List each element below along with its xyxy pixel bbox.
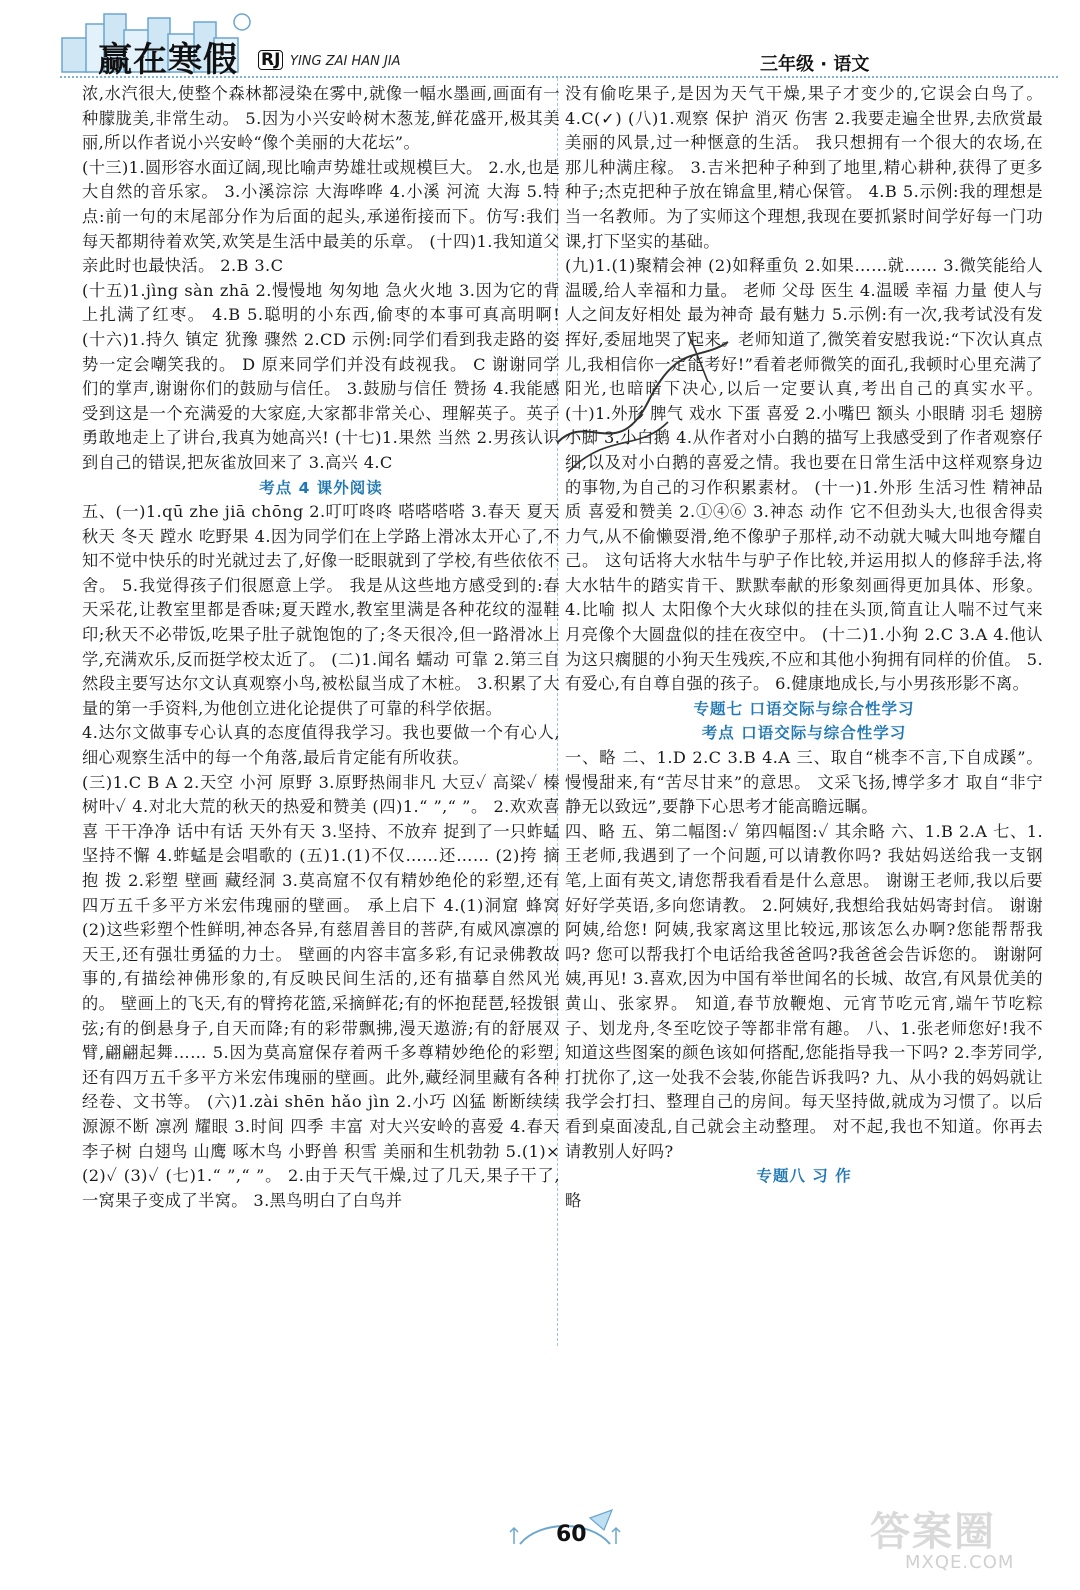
answer-paragraph: (三)1.C B A 2.天空 小河 原野 3.原野热闹非凡 大豆✓ 高粱✓ 榛树叶✓ 4.对北大荒的秋天的热爱和赞美 (四)1.“ ”,“ ”。 2.欢欢喜喜 干干净净 话中有话 天外有天 3.坚持、不放弃 捉到了一只蚱蜢 坚持不懈 4.蚱蜢是会唱歌的 (五)1.(1)不仅……还…… (2)挎 摘 抱 拨 2.彩塑 壁画 藏经洞 3.莫高窟不仅有精妙绝伦的彩塑,还有四万五千多平方米宏伟瑰丽的壁画。 承上启下 4.(1)洞窟 蜂窝 (2)这些彩塑个性鲜明,神态各异,有慈眉善目的菩萨,有威风凛凛的天王,还有强壮勇猛的力士。 壁画的内容丰富多彩,有记录佛教故事的,有描绘神佛形象的,有反映民间生活的,还有描摹自然风光的。 壁画上的飞天,有的臂挎花篮,采摘鲜花;有的怀抱琵琶,轻拨银弦;有的倒悬身子,自天而降;有的彩带飘拂,漫天遨游;有的舒展双臂,翩翩起舞…… 5.因为莫高窟保存着两千多尊精妙绝伦的彩塑,还有四万五千多平方米宏伟瑰丽的壁画。此外,藏经洞里藏有各种经卷、文书等。 (六)1.zài shēn hǎo jìn 2.小巧 凶猛 断断续续 源源不断 凛冽 耀眼 3.时间 四季 丰富 对大兴安岭的喜爱 4.春天 李子树 白翅鸟 山鹰 啄木鸟 小野兽 积雪 美丽和生机勃勃 5.(1)× (2)✓ (3)✓ (七)1.“ ”,“ ”。 2.由于天气干燥,过了几天,果子干了,一窝果子变成了半窝。 3.黑鸟明白了白鸟并: [82, 772, 560, 1210]
answer-paragraph: 略: [565, 1190, 582, 1210]
brand-pinyin: YING ZAI HAN JIA: [290, 54, 401, 69]
answer-paragraph: 一、略 二、1.D 2.C 3.B 4.A 三、取自“桃李不言,下自成蹊”。 慢慢甜来,有“苦尽甘来”的意思。 文采飞扬,博学多才 取自“非宁静无以致远”,要静下心思考才能高瞻远瞩。: [565, 748, 1043, 817]
edition-badge: RJ: [258, 50, 283, 70]
section-heading: 专题八 习 作: [756, 1167, 852, 1186]
section-heading: 考点 4 课外阅读: [259, 478, 383, 497]
page-number: 60: [556, 1522, 587, 1547]
page-header: [0, 0, 1080, 80]
answer-paragraph: (十三)1.圆形容水面辽阔,现比喻声势雄壮或规模巨大。 2.水,也是大自然的音乐家。 3.小溪淙淙 大海哗哗 4.小溪 河流 大海 5.特点:前一句的末尾部分作为后面的起头,承递衔接而下。仿写:我们每天都期待着欢笑,欢笑是生活中最美的乐章。 (十四)1.我知道父亲此时也最快活。 2.B 3.C: [82, 157, 560, 276]
grade-subject: 三年级 · 语文: [760, 54, 870, 75]
answer-paragraph: 四、略 五、第二幅图:✓ 第四幅图:✓ 其余略 六、1.B 2.A 七、1.王老师,我遇到了一个问题,可以请教你吗? 我姑妈送给我一支钢笔,上面有英文,请您帮我看看是什么意思。 谢谢王老师,我以后要好好学英语,多向您请教。 2.阿姨好,我想给我姑妈寄封信。 谢谢阿姨,给您! 阿姨,我家离这里比较远,那该怎么办啊?您能帮帮我吗? 您可以帮我打个电话给我爸爸吗?我爸爸会告诉您的。 谢谢阿姨,再见! 3.喜欢,因为中国有举世闻名的长城、故宫,有风景优美的黄山、张家界。 知道,春节放鞭炮、元宵节吃元宵,端午节吃粽子、划龙舟,冬至吃饺子等都非常有趣。 八、1.张老师您好!我不知道这些图案的颜色该如何搭配,您能指导我一下吗? 2.李芳同学,打扰你了,这一处我不会装,你能告诉我吗? 九、从小我的妈妈就让我学会打扫、整理自己的房间。每天坚持做,就成为习惯了。以后看到桌面凌乱,自己就会主动整理。 对不起,我也不知道。你再去请教别人好吗?: [565, 821, 1043, 1161]
section-subheading: 考点 口语交际与综合性学习: [701, 724, 907, 743]
header-divider: [60, 76, 1058, 78]
answer-paragraph: 没有偷吃果子,是因为天气干燥,果子才变少的,它误会白鸟了。 4.C(✓) (八)1.观察 保护 消灭 伤害 2.我要走遍全世界,去欣赏最美丽的风景,过一种惬意的生活。 我只想拥有一个很大的农场,在那儿种满庄稼。 3.吉米把种子种到了地里,精心耕种,获得了更多种子;杰克把种子放在锦盒里,精心保管。 4.B 5.示例:我的理想是当一名教师。为了实师这个理想,我现在要抓紧时间学好每一门功课,打下坚实的基础。: [565, 84, 1043, 251]
section-heading: 专题七 口语交际与综合性学习: [693, 699, 915, 718]
answer-column-left: [82, 82, 560, 1213]
watermark-url: MXQE.COM: [905, 1552, 1015, 1573]
answer-paragraph: (九)1.(1)聚精会神 (2)如释重负 2.如果……就…… 3.微笑能给人温暖,给人幸福和力量。 老师 父母 医生 4.温暖 幸福 力量 使人与人之间友好相处 最为神奇 最有魅力 5.示例:有一次,我考试没有发挥好,委屈地哭了起来。老师知道了,微笑着安慰我说:“下次认真点儿,我相信你一定能考好!”看着老师微笑的面孔,我顿时心里充满了阳光,也暗暗下决心,以后一定要认真,考出自己的真实水平。 (十)1.外形 脾气 戏水 下蛋 喜爱 2.小嘴巴 额头 小眼睛 羽毛 翅膀 小脚 3.小白鹅 4.从作者对小白鹅的描写上我感受到了作者观察仔细,以及对小白鹅的喜爱之情。我也要在日常生活中这样观察身边的事物,为自己的习作积累素材。 (十一)1.外形 生活习性 精神品质 喜爱和赞美 2.①④⑥ 3.神态 动作 它不但劲头大,也很舍得卖力气,从不偷懒耍滑,绝不像驴子那样,动不动就大喊大叫地夸耀自己。 这句话将大水牯牛与驴子作比较,并运用拟人的修辞手法,将大水牯牛的踏实肯干、默默奉献的形象刻画得更加具体、形象。 4.比喻 拟人 太阳像个大火球似的挂在头顶,简直让人喘不过气来 月亮像个大圆盘似的挂在夜空中。 (十二)1.小狗 2.C 3.A 4.他认为这只瘸腿的小狗天生残疾,不应和其他小狗拥有同样的价值。 5.有爱心,有自尊自强的孩子。 6.健康地成长,与小男孩形影不离。: [565, 256, 1043, 694]
answer-paragraph: (十五)1.jìng sàn zhā 2.慢慢地 匆匆地 急火火地 3.因为它的背上扎满了红枣。 4.B 5.聪明的小东西,偷枣的本事可真高明啊! (十六)1.持久 镇定 犹豫 骤然 2.CD 示例:同学们看到我走路的姿势一定会嘲笑我的。 D 原来同学们并没有歧视我。 C 谢谢同学们的掌声,谢谢你们的鼓励与信任。 3.鼓励与信任 赞扬 4.我能感受到这是一个充满爱的大家庭,大家都非常关心、理解英子。英子勇敢地走上了讲台,我真为她高兴! (十七)1.果然 当然 2.男孩认识到自己的错误,把灰雀放回来了 3.高兴 4.C: [82, 280, 560, 472]
handwritten-scribble-icon: [548, 322, 738, 482]
answer-column-right: [565, 82, 1043, 1213]
answer-paragraph: 4.达尔文做事专心认真的态度值得我学习。我也要做一个有心人,细心观察生活中的每一个角落,最后肯定能有所收获。: [82, 723, 560, 768]
watermark-logo: 答案圈: [870, 1509, 996, 1555]
brand-title: 赢在寒假: [98, 40, 238, 80]
answer-paragraph: 五、(一)1.qū zhe jiā chōng 2.叮叮咚咚 嗒嗒嗒嗒 3.春天 夏天 秋天 冬天 蹚水 吃野果 4.因为同学们在上学路上滑冰太开心了,不知不觉中快乐的时光就过去了,好像一眨眼就到了学校,有些依依不舍。 5.我觉得孩子们很愿意上学。 我是从这些地方感受到的:春天采花,让教室里都是香味;夏天蹚水,教室里满是各种花纹的湿鞋印;秋天不必带饭,吃果子肚子就饱饱的了;冬天很冷,但一路滑冰上学,充满欢乐,反而挺学校太近了。 (二)1.闻名 蠕动 可靠 2.第三自然段主要写达尔文认真观察小鸟,被松鼠当成了木桩。 3.积累了大量的第一手资料,为他创立进化论提供了可靠的科学依据。: [82, 502, 560, 718]
answer-paragraph: 浓,水汽很大,使整个森林都浸染在雾中,就像一幅水墨画,画面有一种朦胧美,非常生动。 5.因为小兴安岭树木葱茏,鲜花盛开,极其美丽,所以作者说小兴安岭“像个美丽的大花坛”。: [82, 84, 560, 153]
